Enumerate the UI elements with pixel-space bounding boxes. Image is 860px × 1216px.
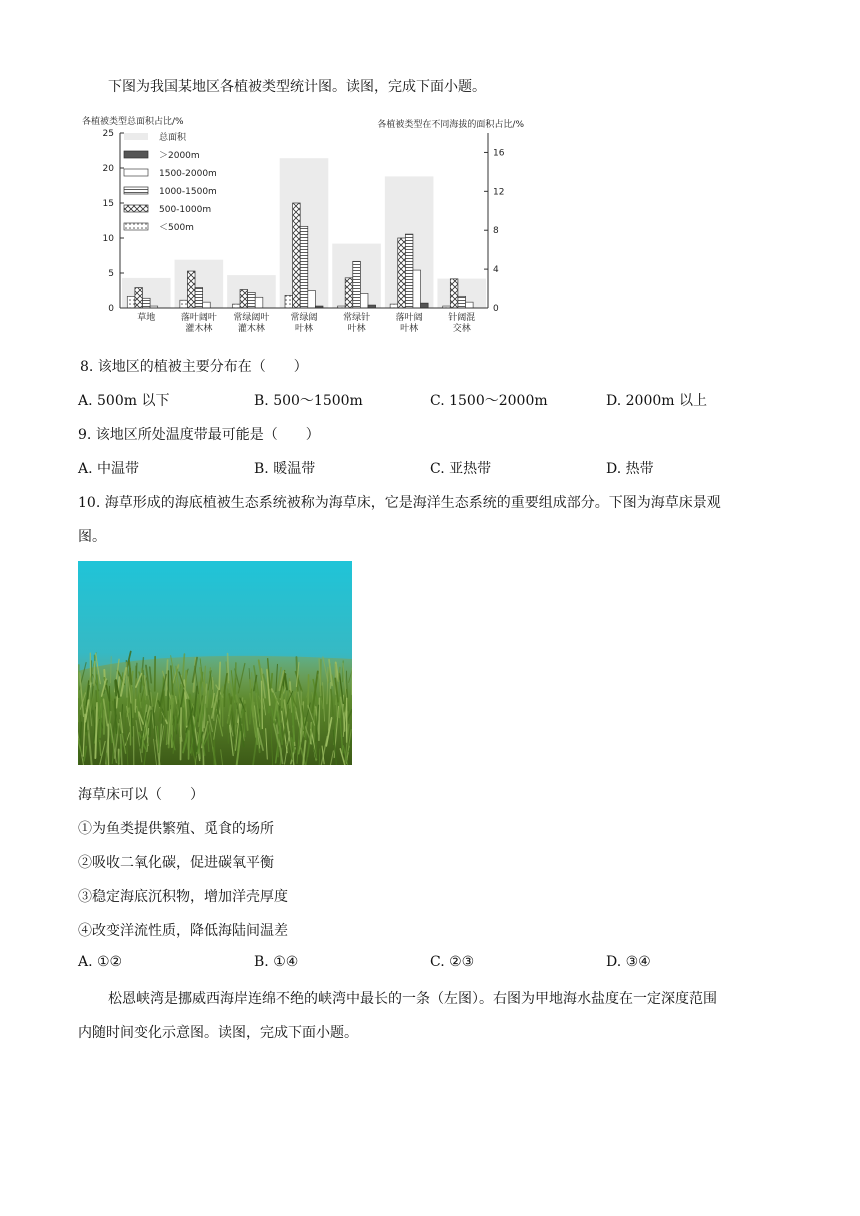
elevation-bar [180,300,188,308]
legend-swatch [124,205,148,212]
category-label: 交林 [452,324,471,334]
q8-option-b[interactable]: B. 500～1500m [254,393,363,409]
seagrass-photo [78,561,352,765]
category-label: 落叶阔 [395,313,423,323]
elevation-bar [187,271,195,308]
category-label: 灌木林 [185,324,213,334]
category-label: 落叶阔叶 [180,313,217,323]
seagrass-blade [319,698,320,740]
seagrass-blade [115,681,116,696]
elevation-bar [142,298,150,308]
right-tick-label: 8 [493,226,499,237]
left-tick-label: 20 [102,164,114,174]
intro2-line1: 松恩峡湾是挪威西海岸连绵不绝的峡湾中最长的一条（左图）。右图为甲地海水盐度在一定深度范围 [108,991,717,1007]
elevation-bar [353,261,361,308]
right-tick-label: 4 [493,265,499,276]
q10-stem-line1: 10. 海草形成的海底植被生态系统被称为海草床，它是海洋生态系统的重要组成部分。下图为海草床景观 [78,495,721,511]
elevation-bar [398,238,406,308]
seagrass-blade [262,681,263,728]
elevation-bar [300,226,308,308]
right-tick-label: 12 [493,187,505,198]
elevation-bar [390,304,398,308]
q9-option-b[interactable]: B. 暖温带 [254,461,316,477]
category-label: 常绿阔 [290,313,318,323]
q10-item-2: ②吸收二氧化碳，促进碳氧平衡 [78,855,274,871]
q10-option-d[interactable]: D. ③④ [606,954,651,970]
legend-swatch [124,133,148,140]
elevation-bar [413,270,421,308]
legend-swatch [124,169,148,176]
elevation-bar [255,297,263,308]
seagrass-blade [224,685,225,707]
seagrass-blade [181,708,182,760]
q9-stem: 9. 该地区所处温度带最可能是（ ） [78,427,320,443]
q9-option-d[interactable]: D. 热带 [606,461,654,477]
elevation-bar [421,303,429,308]
legend-label: 总面积 [159,133,187,143]
seagrass-blade [132,686,133,717]
legend-label: 500-1000m [159,205,212,215]
legend-label: ＞2000m [159,151,200,161]
category-label: 草地 [137,313,156,323]
q8-option-c[interactable]: C. 1500～2000m [430,393,548,409]
legend-label: 1000-1500m [159,187,217,197]
left-tick-label: 15 [102,199,114,209]
elevation-bar [127,296,135,308]
elevation-bar [203,302,211,308]
left-tick-label: 0 [108,304,114,314]
elevation-bar [360,293,368,308]
elevation-bar [345,278,353,308]
category-label: 常绿针 [343,313,371,323]
category-label: 叶林 [400,324,419,334]
q10-option-c[interactable]: C. ②③ [430,954,475,970]
q9-option-c[interactable]: C. 亚热带 [430,461,492,477]
right-tick-label: 16 [493,148,505,159]
category-label: 叶林 [294,324,314,334]
right-tick-label: 0 [493,304,499,314]
category-label: 常绿阔叶 [233,313,270,323]
category-label: 灌木林 [237,324,265,334]
left-tick-label: 10 [102,234,114,244]
legend-label: 1500-2000m [159,169,217,179]
seagrass-blade [78,665,79,697]
q8-stem: 8. 该地区的植被主要分布在（ ） [80,359,308,375]
elevation-bar [293,203,301,308]
elevation-bar [248,292,256,308]
elevation-bar [450,279,458,308]
q10-option-b[interactable]: B. ①④ [254,954,299,970]
elevation-bar [308,291,316,309]
q9-option-a[interactable]: A. 中温带 [78,461,140,477]
q10-item-4: ④改变洋流性质，降低海陆间温差 [78,923,288,939]
chart-bars [122,158,486,308]
elevation-bar [458,296,466,308]
elevation-bar [135,288,143,308]
category-label: 针阔混 [448,313,476,323]
legend-swatch [124,187,148,194]
legend-label: ＜500m [159,223,194,233]
chart-legend [124,131,217,233]
q10-item-1: ①为鱼类提供繁殖、觅食的场所 [78,821,274,837]
right-axis-title: 各植被类型在不同海拔的面积占比/% [377,120,524,130]
seagrass-blade [111,657,112,683]
elevation-bar [232,304,240,308]
q10-item-3: ③稳定海底沉积物，增加洋壳厚度 [78,889,288,905]
q10-prompt: 海草床可以（ ） [78,787,204,803]
elevation-bar [240,290,248,308]
q10-option-a[interactable]: A. ①② [78,954,123,970]
left-axis-title: 各植被类型总面积占比/% [82,117,184,127]
legend-swatch [124,223,148,230]
left-tick-label: 25 [102,129,114,139]
elevation-bar [405,234,413,308]
vegetation-chart [80,110,530,340]
q8-option-d[interactable]: D. 2000m 以上 [606,393,707,409]
seagrass-blade [108,724,109,765]
seagrass-blade [81,716,82,755]
chart-categories [137,311,475,334]
category-label: 叶林 [347,324,366,334]
elevation-bar [466,302,474,308]
left-tick-label: 5 [108,269,114,279]
intro2-line2: 内随时间变化示意图。读图，完成下面小题。 [78,1025,358,1041]
legend-swatch [124,151,148,158]
elevation-bar [285,295,293,308]
intro-text: 下图为我国某地区各植被类型统计图。读图，完成下面小题。 [108,79,486,95]
elevation-bar [195,288,203,308]
q10-stem-line2: 图。 [78,529,106,545]
q8-option-a[interactable]: A. 500m 以下 [78,393,170,409]
